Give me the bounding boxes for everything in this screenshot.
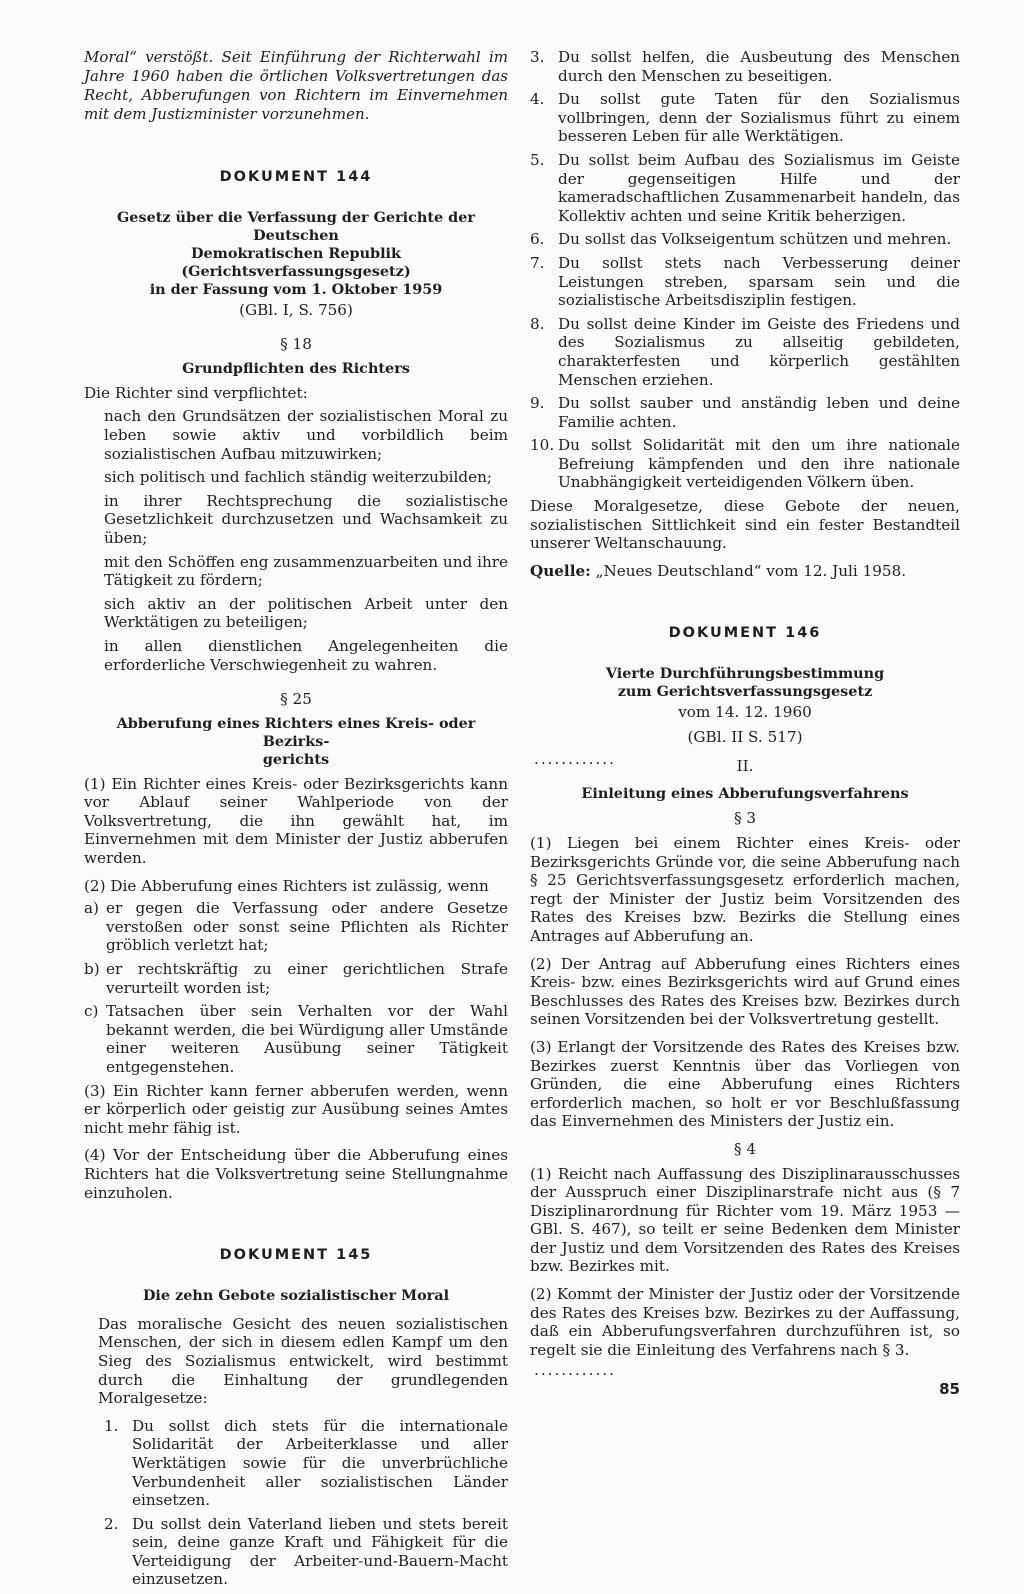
list-marker: a) bbox=[84, 899, 99, 918]
list-item: nach den Grundsätzen der sozialistischen Moral zu leben sowie aktiv und vorbildlich beim sozialistischen Aufbau mitzuwirken; bbox=[104, 407, 508, 463]
list-item bbox=[530, 254, 960, 310]
list-text: Du sollst dein Vaterland lieben und stets bereit sein, deine ganze Kraft und Fähigkeit für die Verteidigung der Arbeiter-und-Bauern-Macht einzusetzen. bbox=[132, 1514, 508, 1589]
list-item bbox=[104, 1515, 508, 1589]
list-text: Du sollst deine Kinder im Geiste des Friedens und des Sozialismus zu allseitig gebildeten, charakterfesten und körperlich gestählten Menschen erziehen. bbox=[558, 314, 960, 389]
document-146-date: vom 14. 12. 1960 bbox=[678, 703, 812, 722]
section-3-paragraph-1: (1) Liegen bei einem Richter eines Kreis- oder Bezirksgerichts Gründe vor, die seine Abberufung nach § 25 Gerichtsverfassungsgesetz erforderlich machen, regt der Minister der Justiz beim Vorsitzenden des Rates des Kreises bzw. Bezirks die Stellung eines Antrages auf Abberufung an. bbox=[530, 834, 960, 945]
section-25-paragraph-2: (2) Die Abberufung eines Richters ist zulässig, wenn bbox=[84, 876, 489, 895]
document-144-title-line-3: in der Fassung vom 1. Oktober 1959 bbox=[149, 280, 443, 298]
list-item bbox=[530, 90, 960, 146]
section-4-sign: § 4 bbox=[733, 1139, 757, 1158]
omission-dots: ............ bbox=[534, 750, 616, 769]
chapter-title: Einleitung eines Abberufungsverfahrens bbox=[581, 785, 909, 803]
list-item bbox=[84, 899, 508, 955]
list-text: Du sollst beim Aufbau des Sozialismus im Geiste der gegenseitigen Hilfe und der kameradschaftlichen Zusammenarbeit handeln, das Kollektiv achten und seine Kritik beherzigen. bbox=[558, 150, 960, 225]
list-item bbox=[530, 230, 960, 249]
section-18-title: Grundpflichten des Richters bbox=[182, 359, 410, 377]
list-text: Du sollst stets nach Verbesserung deiner Leistungen streben, sparsam sein und die sozialistische Arbeitsdisziplin festigen. bbox=[558, 253, 960, 310]
section-25-paragraph-1: (1) Ein Richter eines Kreis- oder Bezirksgerichts kann vor Ablauf seiner Wahlperiode von der Volksvertretung, die ihn gewählt hat, im Einvernehmen mit dem Minister der Justiz abberufen werden. bbox=[84, 774, 508, 868]
document-145-heading: DOKUMENT 145 bbox=[219, 1247, 373, 1264]
section-25-title-line-1: Abberufung eines Richters eines Kreis- oder Bezirks- bbox=[116, 714, 476, 750]
list-item: mit den Schöffen eng zusammenzuarbeiten und ihre Tätigkeit zu fördern; bbox=[104, 552, 508, 590]
list-marker: 7. bbox=[530, 253, 545, 272]
section-25-paragraph-4: (4) Vor der Entscheidung über die Abberufung eines Richters hat die Volksvertretung seine Stellungnahme einzuholen. bbox=[84, 1146, 508, 1202]
list-item bbox=[84, 960, 508, 997]
list-marker: 2. bbox=[104, 1514, 119, 1533]
section-4-paragraph-2: (2) Kommt der Minister der Justiz oder der Vorsitzende des Rates des Kreises bzw. Bezirkes zu der Auffassung, daß ein Abberufungsverfahren durchzuführen ist, so regelt sie die Einleitung des Verfahrens nach § 3. bbox=[530, 1285, 960, 1359]
document-146-title-line-2: zum Gerichtsverfassungsgesetz bbox=[617, 683, 873, 701]
list-text: Du sollst dich stets für die internationale Solidarität der Arbeiterklasse und aller Werktätigen sowie für die unverbrüchliche Verbundenheit aller sozialistischen Länder einsetzen. bbox=[132, 1416, 508, 1510]
list-item: in ihrer Rechtsprechung die sozialistische Gesetzlichkeit durchzusetzen und Wachsamkeit zu üben; bbox=[104, 491, 508, 547]
chapter-number: II. bbox=[736, 756, 754, 775]
document-145-closing: Diese Moralgesetze, diese Gebote der neuen, sozialistischen Sittlichkeit sind ein fester Bestandteil unserer Weltanschauung. bbox=[530, 497, 960, 553]
section-3-paragraph-3: (3) Erlangt der Vorsitzende des Rates des Kreises bzw. Bezirkes zuerst Kenntnis über das Vorliegen von Gründen, die eine Abberufung eines Richters erforderlich machen, so holt er vor Beschlußfassung das Einvernehmen des Ministers der Justiz ein. bbox=[530, 1037, 960, 1131]
list-marker: b) bbox=[84, 960, 100, 979]
document-144-title-line-1: Gesetz über die Verfassung der Gerichte der Deutschen bbox=[117, 208, 475, 244]
section-18-intro: Die Richter sind verpflichtet: bbox=[84, 383, 308, 402]
section-4-paragraph-1: (1) Reicht nach Auffassung des Disziplinarausschusses der Ausspruch einer Disziplinarstrafe nicht aus (§ 7 Disziplinarordnung für Richter vom 19. März 1953 — GBl. S. 467), so teilt er seine Bedenken dem Minister der Justiz und dem Vorsitzenden des Rates des Kreises bzw. Bezirkes mit. bbox=[530, 1164, 960, 1276]
list-marker: 1. bbox=[104, 1416, 119, 1435]
list-text: Du sollst Solidarität mit den um ihre nationale Befreiung kämpfenden und den ihre nationale Unabhängigkeit verteidigenden Völkern üben. bbox=[558, 436, 960, 492]
list-marker: 4. bbox=[530, 90, 545, 109]
list-text: er gegen die Verfassung oder andere Gesetze verstoßen oder sonst seine Pflichten als Richter gröblich verletzt hat; bbox=[106, 899, 508, 955]
list-text: Du sollst das Volkseigentum schützen und mehren. bbox=[558, 230, 952, 249]
list-marker: 9. bbox=[530, 394, 545, 413]
list-text: Tatsachen über sein Verhalten vor der Wahl bekannt werden, die bei Würdigung aller Umstände einer weiteren Ausübung seiner Tätigkeit entgegenstehen. bbox=[106, 1002, 508, 1076]
source-label: Quelle: bbox=[530, 561, 591, 580]
document-146-heading: DOKUMENT 146 bbox=[668, 625, 822, 642]
list-marker: 10. bbox=[530, 436, 555, 455]
section-18-duties-list bbox=[84, 407, 508, 674]
list-item: sich politisch und fachlich ständig weiterzubilden; bbox=[104, 468, 493, 487]
section-25-paragraph-3: (3) Ein Richter kann ferner abberufen werden, wenn er körperlich oder geistig zur Ausübung seines Amtes nicht mehr fähig ist. bbox=[84, 1081, 508, 1137]
list-text: er rechtskräftig zu einer gerichtlichen Strafe verurteilt worden ist; bbox=[106, 960, 508, 997]
list-text: Du sollst sauber und anständig leben und deine Familie achten. bbox=[558, 394, 960, 431]
list-item: sich aktiv an der politischen Arbeit unter den Werktätigen zu beteiligen; bbox=[104, 594, 508, 632]
list-marker: 6. bbox=[530, 230, 545, 249]
list-item bbox=[530, 315, 960, 389]
document-144-reference: (GBl. I, S. 756) bbox=[239, 300, 353, 319]
list-item bbox=[530, 151, 960, 225]
document-144-title-line-2: Demokratischen Republik (Gerichtsverfassungsgesetz) bbox=[181, 244, 411, 280]
section-18-sign: § 18 bbox=[280, 335, 312, 354]
list-text: Du sollst gute Taten für den Sozialismus vollbringen, denn der Sozialismus führt zu einem besseren Leben für alle Werktätigen. bbox=[558, 90, 960, 146]
section-25-title-line-2: gerichts bbox=[262, 750, 330, 768]
document-145-intro: Das moralische Gesicht des neuen sozialistischen Menschen, der sich in diesem edlen Kampf um den Sieg des Sozialismus entwickelt, wird bestimmt durch die Einhaltung der grundlegenden Moralgesetze: bbox=[98, 1314, 508, 1408]
section-25-title bbox=[84, 715, 508, 769]
list-text: Du sollst helfen, die Ausbeutung des Menschen durch den Menschen zu beseitigen. bbox=[558, 48, 960, 85]
list-marker: 8. bbox=[530, 314, 545, 333]
right-column bbox=[530, 48, 960, 1390]
document-144-heading: DOKUMENT 144 bbox=[219, 169, 373, 185]
section-3-sign: § 3 bbox=[733, 809, 757, 828]
section-25-sign: § 25 bbox=[280, 690, 312, 709]
left-column bbox=[84, 48, 508, 1594]
source-citation bbox=[530, 562, 960, 581]
list-item bbox=[104, 1417, 508, 1510]
intro-note: Moral“ verstößt. Seit Einführung der Richterwahl im Jahre 1960 haben die örtlichen Volksvertretungen das Recht, Abberufungen von Richtern im Einvernehmen mit dem Justizminister vorzunehmen. bbox=[84, 48, 508, 123]
list-marker: 3. bbox=[530, 48, 545, 66]
list-marker: 5. bbox=[530, 150, 545, 169]
list-item bbox=[530, 48, 960, 85]
list-marker: c) bbox=[84, 1002, 99, 1021]
source-text: „Neues Deutschland“ vom 12. Juli 1958. bbox=[595, 561, 907, 580]
commandments-list-part-2 bbox=[530, 48, 960, 492]
list-item: in allen dienstlichen Angelegenheiten die erforderliche Verschwiegenheit zu wahren. bbox=[104, 636, 508, 674]
list-item bbox=[530, 394, 960, 431]
omission-dots-end: ............ bbox=[534, 1361, 616, 1380]
list-item bbox=[84, 1002, 508, 1076]
section-3-paragraph-2: (2) Der Antrag auf Abberufung eines Richters eines Kreis- bzw. eines Bezirksgerichts wird auf Grund eines Beschlusses des Rates des Kreises bzw. Bezirkes durch seinen Vorsitzenden bei der Volksvertretung gestellt. bbox=[530, 954, 960, 1029]
list-item bbox=[530, 436, 960, 492]
document-145-title: Die zehn Gebote sozialistischer Moral bbox=[142, 1286, 450, 1304]
section-25-conditions-list bbox=[84, 899, 508, 1076]
page-number: 85 bbox=[939, 1380, 960, 1398]
commandments-list-part-1 bbox=[84, 1417, 508, 1589]
document-146-title-line-1: Vierte Durchführungsbestimmung bbox=[605, 665, 885, 683]
document-146-reference: (GBl. II S. 517) bbox=[687, 727, 803, 746]
